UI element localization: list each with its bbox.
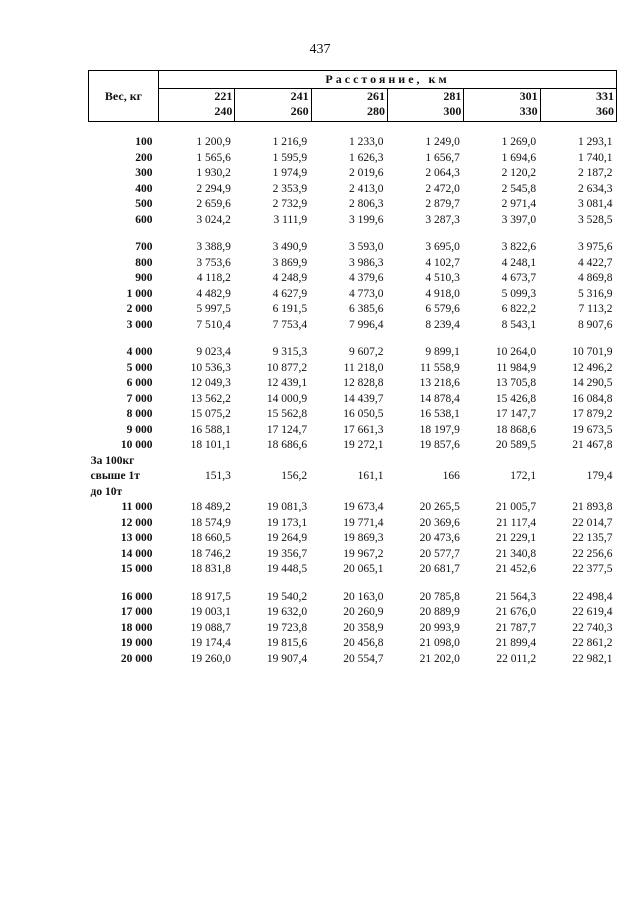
price-cell: 1 249,0: [425, 136, 460, 148]
price-cell: 19 673,4: [343, 501, 384, 513]
weight-cell: 12 000: [120, 516, 153, 529]
distance-band-5: [540, 89, 616, 122]
price-cell: 14 439,7: [343, 392, 384, 405]
price-cell: 3 822,6: [501, 241, 537, 253]
price-cell: 20 265,5: [419, 501, 460, 513]
price-cell: 5 316,9: [578, 287, 613, 300]
band-to: 260: [290, 104, 309, 118]
price-cell: 1 269,0: [501, 136, 537, 148]
spacer-cell: [89, 333, 617, 345]
price-cell: 1 694,6: [501, 151, 537, 164]
price-cell: 4 510,3: [425, 272, 460, 284]
price-cell: 7 113,2: [578, 303, 613, 315]
weight-cell: 19 000: [120, 637, 153, 649]
weight-cell: 20 000: [120, 652, 153, 665]
price-cell: 21 564,3: [495, 590, 537, 603]
price-cell: 18 831,8: [190, 563, 231, 575]
table-row: [89, 151, 617, 167]
price-cell: 14 878,4: [419, 392, 460, 405]
table-row: [89, 562, 617, 578]
price-cell: 2 971,4: [501, 198, 537, 210]
price-cell: 20 369,6: [419, 516, 460, 529]
price-cell: 21 899,4: [495, 637, 537, 649]
price-cell: 5 997,5: [196, 303, 231, 315]
price-cell: 11 984,9: [496, 361, 537, 374]
table-row: [89, 652, 617, 668]
price-cell: 21 452,6: [495, 563, 537, 575]
price-cell: 19 967,2: [343, 547, 384, 560]
price-cell: 12 828,8: [343, 377, 384, 389]
price-cell: 4 248,1: [501, 256, 537, 269]
table-row: [89, 516, 617, 532]
price-cell: 20 589,5: [495, 439, 537, 451]
price-cell: 4 102,7: [425, 256, 460, 269]
price-cell: 13 562,2: [190, 392, 231, 405]
price-cell: 4 773,0: [348, 287, 384, 300]
spacer-cell: [89, 578, 617, 590]
weight-cell: 5 000: [126, 361, 153, 374]
price-cell: 20 889,9: [419, 606, 460, 618]
weight-cell: 900: [135, 272, 153, 284]
weight-cell: 200: [135, 151, 153, 164]
price-cell: 15 562,8: [266, 408, 308, 420]
price-cell: 19 869,3: [343, 532, 384, 544]
table-row: [89, 182, 617, 198]
distance-header: Расстояние, км: [159, 71, 617, 89]
price-cell: 17 661,3: [343, 423, 384, 436]
weight-cell: 300: [135, 167, 153, 179]
price-cell: 19 081,3: [266, 501, 308, 513]
price-cell: 4 627,9: [272, 287, 308, 300]
price-cell: 18 574,9: [190, 516, 231, 529]
table-row: [89, 423, 617, 439]
tariff-table: [88, 70, 617, 667]
price-cell: 2 659,6: [196, 198, 231, 210]
price-cell: 4 869,8: [578, 272, 613, 284]
weight-cell: 3 000: [126, 318, 153, 331]
price-cell: 7 510,4: [196, 318, 231, 331]
price-cell: 10 877,2: [266, 361, 308, 374]
price-cell: 3 986,3: [348, 256, 384, 269]
price-cell: 9 899,1: [425, 346, 460, 358]
distance-band-0: [159, 89, 235, 122]
price-cell: 20 260,9: [343, 606, 384, 618]
weight-cell: 6 000: [126, 377, 153, 389]
price-cell: 6 385,6: [348, 303, 384, 315]
price-cell: 1 974,9: [272, 167, 308, 179]
price-cell: 17 879,2: [572, 408, 613, 420]
price-cell: 10 701,9: [572, 346, 613, 358]
price-cell: 2 187,2: [578, 167, 613, 179]
price-cell: 17 124,7: [266, 423, 308, 436]
price-cell: 22 740,3: [572, 621, 613, 634]
table-row: [89, 547, 617, 563]
table-row: [89, 407, 617, 423]
price-cell: 21 467,8: [572, 439, 613, 451]
band-from: 261: [366, 89, 385, 103]
weight-cell: 14 000: [120, 547, 153, 560]
empty-cell: [311, 454, 387, 470]
price-cell: 2 120,2: [501, 167, 537, 179]
table-row: [89, 636, 617, 652]
weight-cell: 100: [135, 136, 153, 148]
table-row: [89, 271, 617, 287]
price-cell: 18 101,1: [190, 439, 231, 451]
empty-cell: [464, 485, 540, 501]
table-row: [89, 166, 617, 182]
price-cell: 1 216,9: [272, 136, 308, 148]
empty-cell: [235, 454, 311, 470]
distance-band-4: [464, 89, 540, 122]
price-cell: 9 315,3: [272, 346, 308, 358]
surcharge-row: [89, 454, 617, 470]
price-cell: 22 377,5: [572, 563, 613, 575]
price-cell: 20 065,1: [343, 563, 384, 575]
price-cell: 1 200,9: [196, 136, 231, 148]
empty-cell: [311, 485, 387, 501]
table-row: [89, 621, 617, 637]
empty-cell: [387, 454, 463, 470]
price-cell: 21 117,4: [496, 516, 537, 529]
price-cell: 4 248,9: [272, 272, 308, 284]
table-row: [89, 392, 617, 408]
price-cell: 20 554,7: [343, 652, 384, 665]
weight-cell: 700: [135, 241, 153, 253]
weight-column-header: Вес, кг: [89, 71, 159, 122]
price-cell: 10 264,0: [495, 346, 537, 358]
empty-cell: [387, 485, 463, 501]
distance-band-2: [311, 89, 387, 122]
empty-cell: [540, 485, 616, 501]
weight-cell: 11 000: [121, 501, 153, 513]
band-to: 360: [596, 104, 615, 118]
price-cell: 6 191,5: [272, 303, 308, 315]
table-row: [89, 197, 617, 213]
price-cell: 5 099,3: [501, 287, 537, 300]
price-cell: 12 496,2: [572, 361, 613, 374]
price-cell: 21 340,8: [495, 547, 537, 560]
price-cell: 20 577,7: [419, 547, 460, 560]
price-cell: 4 118,2: [196, 272, 231, 284]
price-cell: 22 135,7: [572, 532, 613, 544]
price-cell: 2 806,3: [348, 198, 384, 210]
price-cell: 20 993,9: [419, 621, 460, 634]
price-cell: 3 695,0: [425, 241, 460, 253]
weight-cell: 800: [135, 256, 153, 269]
empty-cell: [235, 485, 311, 501]
price-cell: 2 019,6: [348, 167, 384, 179]
price-cell: 9 607,2: [348, 346, 384, 358]
spacer-cell: [89, 228, 617, 240]
weight-cell: 500: [135, 198, 153, 210]
price-cell: 3 397,0: [501, 213, 537, 226]
distance-bands-row: [89, 89, 617, 122]
price-cell: 20 358,9: [343, 621, 384, 634]
price-cell: 22 256,6: [572, 547, 613, 560]
weight-cell: 9 000: [126, 423, 153, 436]
price-cell: 15 426,8: [495, 392, 537, 405]
price-cell: 7 753,4: [272, 318, 308, 331]
price-cell: 19 356,7: [266, 547, 308, 560]
price-cell: 2 353,9: [272, 182, 308, 195]
price-cell: 18 197,9: [419, 423, 460, 436]
price-cell: 21 098,0: [419, 637, 460, 649]
band-from: 331: [596, 89, 615, 103]
price-cell: 20 456,8: [343, 637, 384, 649]
price-cell: 22 498,4: [572, 590, 613, 603]
price-cell: 21 787,7: [495, 621, 537, 634]
price-cell: 19 907,4: [266, 652, 308, 665]
table-row: [89, 287, 617, 303]
price-cell: 4 673,7: [501, 272, 537, 284]
band-from: 241: [290, 89, 309, 103]
price-cell: 17 147,7: [495, 408, 537, 420]
price-cell: 19 673,5: [572, 423, 613, 436]
price-cell: 21 893,8: [572, 501, 613, 513]
price-cell: 21 202,0: [419, 652, 460, 665]
price-cell: 3 287,3: [425, 213, 460, 226]
price-cell: 12 439,1: [266, 377, 308, 389]
surcharge-label: За 100кг: [90, 454, 135, 467]
price-cell: 21 005,7: [495, 501, 537, 513]
price-cell: 8 239,4: [425, 318, 460, 331]
table-row: [89, 345, 617, 361]
price-cell: 3 199,6: [348, 213, 384, 226]
price-cell: 1 565,6: [196, 151, 231, 164]
price-cell: 2 064,3: [425, 167, 460, 179]
price-cell: 2 294,9: [196, 182, 231, 195]
price-cell: 16 050,5: [343, 408, 384, 420]
price-cell: 2 545,8: [501, 182, 537, 195]
table-row: [89, 213, 617, 229]
price-cell: 13 218,6: [419, 377, 460, 389]
table-body: [89, 122, 617, 668]
band-from: 301: [519, 89, 538, 103]
price-cell: 13 705,8: [495, 377, 537, 389]
price-cell: 18 489,2: [190, 501, 231, 513]
weight-cell: 15 000: [120, 563, 153, 575]
table-row: [89, 240, 617, 256]
price-cell: 16 538,1: [419, 408, 460, 420]
price-cell: 6 822,2: [501, 303, 537, 315]
band-from: 221: [214, 89, 233, 103]
price-cell: 18 686,6: [266, 439, 308, 451]
price-cell: 18 917,5: [190, 590, 231, 603]
price-cell: 19 540,2: [266, 590, 308, 603]
price-cell: 4 482,9: [196, 287, 231, 300]
price-cell: 3 388,9: [196, 241, 231, 253]
surcharge-price-cell: 179,4: [586, 470, 613, 482]
price-cell: 11 218,0: [343, 361, 384, 374]
price-cell: 19 264,9: [266, 532, 308, 544]
empty-cell: [159, 485, 235, 501]
price-cell: 6 579,6: [425, 303, 460, 315]
price-cell: 18 660,5: [190, 532, 231, 544]
price-cell: 22 619,4: [572, 606, 613, 618]
price-cell: 19 448,5: [266, 563, 308, 575]
band-to: 240: [214, 104, 233, 118]
price-cell: 4 918,0: [425, 287, 460, 300]
price-cell: 19 771,4: [343, 516, 384, 529]
price-cell: 19 174,4: [190, 637, 231, 649]
price-cell: 8 907,6: [578, 318, 613, 331]
price-cell: 3 528,5: [578, 213, 613, 226]
price-cell: 19 857,6: [419, 439, 460, 451]
distance-band-3: [387, 89, 463, 122]
weight-cell: 1 000: [126, 287, 153, 300]
empty-cell: [464, 454, 540, 470]
price-cell: 14 290,5: [572, 377, 613, 389]
price-cell: 19 815,6: [266, 637, 308, 649]
table-header: [89, 71, 617, 122]
price-cell: 12 049,3: [190, 377, 231, 389]
price-cell: 19 632,0: [266, 606, 308, 618]
price-cell: 2 732,9: [272, 198, 308, 210]
table-row: [89, 122, 617, 151]
weight-cell: 400: [135, 182, 153, 195]
group-spacer: [89, 228, 617, 240]
price-cell: 19 272,1: [343, 439, 384, 451]
table-row: [89, 500, 617, 516]
price-cell: 11 558,9: [419, 361, 460, 374]
distance-band-1: [235, 89, 311, 122]
band-to: 300: [443, 104, 462, 118]
price-cell: 1 626,3: [348, 151, 384, 164]
price-cell: 16 588,1: [190, 423, 231, 436]
surcharge-price-cell: 166: [442, 470, 460, 482]
price-cell: 4 422,7: [578, 256, 613, 269]
price-cell: 20 473,6: [419, 532, 460, 544]
price-cell: 1 656,7: [425, 151, 460, 164]
weight-cell: 4 000: [126, 346, 153, 358]
price-cell: 18 746,2: [190, 547, 231, 560]
price-cell: 2 472,0: [425, 182, 460, 195]
surcharge-price-cell: 151,3: [204, 470, 231, 482]
price-cell: 2 879,7: [425, 198, 460, 210]
surcharge-label: свыше 1т: [90, 470, 140, 482]
price-cell: 19 723,8: [266, 621, 308, 634]
weight-cell: 2 000: [126, 303, 153, 315]
price-cell: 4 379,6: [348, 272, 384, 284]
weight-cell: 16 000: [120, 590, 153, 603]
table-row: [89, 590, 617, 606]
price-cell: 1 930,2: [196, 167, 231, 179]
table-row: [89, 605, 617, 621]
price-cell: 16 084,8: [572, 392, 613, 405]
price-cell: 22 014,7: [572, 516, 613, 529]
price-cell: 8 543,1: [501, 318, 537, 331]
weight-cell: 600: [135, 213, 153, 226]
price-cell: 3 024,2: [196, 213, 231, 226]
weight-cell: 7 000: [126, 392, 153, 405]
surcharge-row: [89, 485, 617, 501]
price-cell: 1 740,1: [578, 151, 613, 164]
page-number: 437: [309, 42, 331, 57]
price-cell: 19 173,1: [266, 516, 308, 529]
price-cell: 3 490,9: [272, 241, 308, 253]
price-cell: 3 975,6: [578, 241, 613, 253]
price-cell: 21 229,1: [495, 532, 537, 544]
price-cell: 3 111,9: [273, 213, 308, 226]
price-cell: 19 088,7: [190, 621, 231, 634]
table-row: [89, 531, 617, 547]
price-cell: 1 595,9: [272, 151, 308, 164]
price-cell: 14 000,9: [266, 392, 308, 405]
price-cell: 1 293,1: [578, 136, 613, 148]
price-cell: 2 634,3: [578, 182, 613, 195]
empty-cell: [540, 454, 616, 470]
table-row: [89, 302, 617, 318]
surcharge-row: [89, 469, 617, 485]
surcharge-price-cell: 161,1: [357, 470, 384, 482]
price-cell: 18 868,6: [495, 423, 537, 436]
empty-cell: [159, 454, 235, 470]
price-cell: 20 785,8: [419, 590, 460, 603]
price-cell: 3 753,6: [196, 256, 231, 269]
surcharge-price-cell: 172,1: [510, 470, 537, 482]
band-to: 280: [366, 104, 385, 118]
weight-cell: 13 000: [120, 532, 153, 544]
price-cell: 22 011,2: [496, 652, 537, 665]
weight-cell: 17 000: [120, 606, 153, 618]
table-row: [89, 361, 617, 377]
group-spacer: [89, 578, 617, 590]
price-cell: 22 861,2: [572, 637, 613, 649]
price-cell: 22 982,1: [572, 652, 613, 665]
table-row: [89, 438, 617, 454]
group-spacer: [89, 333, 617, 345]
price-cell: 10 536,3: [190, 361, 231, 374]
price-cell: 19 260,0: [190, 652, 231, 665]
surcharge-label: до 10т: [90, 485, 123, 498]
weight-cell: 18 000: [120, 621, 153, 634]
price-cell: 7 996,4: [348, 318, 384, 331]
price-cell: 15 075,2: [190, 408, 231, 420]
surcharge-price-cell: 156,2: [281, 470, 308, 482]
price-cell: 3 869,9: [272, 256, 308, 269]
weight-cell: 10 000: [120, 439, 153, 451]
price-cell: 1 233,0: [348, 136, 384, 148]
weight-cell: 8 000: [126, 408, 153, 420]
table-row: [89, 256, 617, 272]
price-cell: 9 023,4: [196, 346, 231, 358]
price-cell: 20 681,7: [419, 563, 460, 575]
band-from: 281: [443, 89, 462, 103]
price-cell: 3 081,4: [578, 198, 613, 210]
band-to: 330: [519, 104, 538, 118]
price-cell: 20 163,0: [343, 590, 384, 603]
table-row: [89, 318, 617, 334]
price-cell: 21 676,0: [495, 606, 537, 618]
price-cell: 19 003,1: [190, 606, 231, 618]
price-cell: 2 413,0: [348, 182, 384, 195]
price-cell: 3 593,0: [348, 241, 384, 253]
table-row: [89, 376, 617, 392]
